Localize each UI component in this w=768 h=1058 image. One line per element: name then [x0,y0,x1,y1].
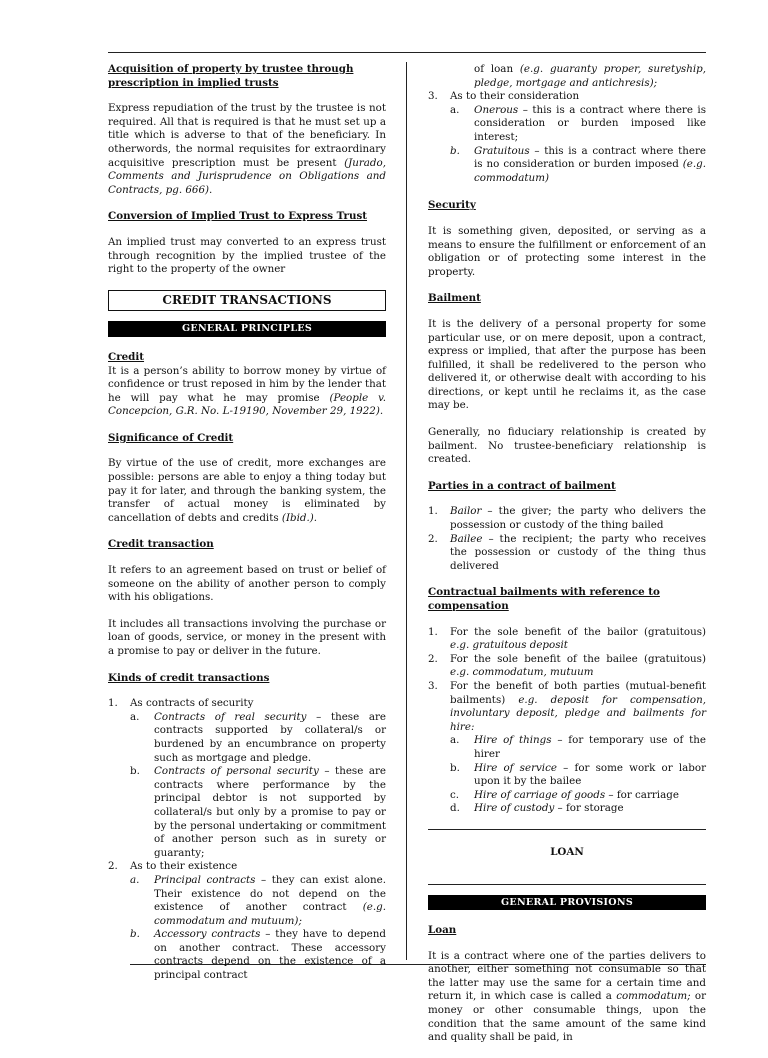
para-credit: It is a person’s ability to borrow money by virtue of confidence or trust reposed in him by the lender that he will pay what he may promise (People v. Concepcion, G.R. No. L-19190, November 29, 1922). [108,364,386,418]
bar-general-principles: GENERAL PRINCIPLES [108,321,386,337]
para-credit-transaction-1: It refers to an agreement based on trust or belief of someone on the ability of another person to comply with his obligations. [108,564,386,604]
list-item: of loan (e.g. guaranty proper, suretyship, pledge, mortgage and antichresis); [474,63,706,89]
section-title-loan: LOAN [550,845,584,858]
list-item: 3. For the benefit of both parties (mutual-benefit bailments) e.g. deposit for compensation, involuntary deposit, pledge and bailments for hire: a. Hire of things – for temporary use of the hirer b. Hire of service – for some work or labor upon it by the bailee c. Hire of carriage of goods – for carriage d. Hire of custody – for storage [428,679,706,815]
heading-security: Security [428,199,476,212]
list-item: b. Hire of service – for some work or labor upon it by the bailee [450,761,706,788]
list-parties [428,505,706,573]
para-security: It is something given, deposited, or serving as a means to ensure the fulfillment or enforcement of an obligation or of protecting some interest in the property. [428,224,706,278]
top-rule [108,52,706,53]
bar-general-provisions: GENERAL PROVISIONS [428,895,706,911]
list-item: 1. Bailor – the giver; the party who delivers the possession or custody of the thing bailed [428,505,706,532]
list-kinds [108,697,386,982]
list-item: 2. As to their existence a. Principal contracts – they can exist alone. Their existence do not depend on the existence of another contract (e.g. commodatum and mutuum); b. Accessory contracts – they have to depend on another contract. These accessory contracts depend on the existence of a principal contract [108,860,386,982]
heading-loan: Loan [428,924,457,937]
list-contractual-bailments [428,626,706,816]
list-item: 1. As contracts of security a. Contracts of real security – these are contracts supported by collateral/s or burdened by an encumbrance on property such as mortgage and pledge. b. Contracts of personal security – these are contracts where performance by the principal debtor is not supported by collateral/s but only by a promise to pay or by the personal undertaking or commitment of another person such as in surety or guaranty; [108,697,386,859]
right-column [428,63,706,1058]
list-item: a. Principal contracts – they can exist alone. Their existence do not depend on the existence of another contract (e.g. commodatum and mutuum); [130,873,386,927]
list-item: 2. Bailee – the recipient; the party who receives the possession or custody of the thing thus delivered [428,532,706,572]
list-item: d. Hire of custody – for storage [450,802,624,815]
list-kinds-continued [428,63,706,185]
heading-kinds: Kinds of credit transactions [108,671,270,684]
para-acquisition: Express repudiation of the trust by the trustee is not required. All that is required is that he must set up a title which is adverse to that of the beneficiary. In otherwords, the normal requisites for extraordinary acquisitive prescription must be present (Jurado, Comments and Jurisprudence on Obligations and Contracts, pg. 666). [108,102,386,196]
heading-credit: Credit [108,350,145,363]
loan-divider [428,829,706,830]
list-item: b. Contracts of personal security – these are contracts where performance by the principal debtor is not supported by collateral/s but only by a promise to pay or by the personal undertaking or commitment of another person such as in surety or guaranty; [130,765,386,859]
list-item: b. Gratuitous – this is a contract where there is no consideration or burden imposed (e.g. commodatum) [450,144,706,184]
heading-bailment: Bailment [428,292,481,305]
column-divider [406,62,407,960]
para-bailment-2: Generally, no fiduciary relationship is created by bailment. No trustee-beneficiary relationship is created. [428,426,706,466]
left-column [108,63,386,996]
list-item: 2. For the sole benefit of the bailee (gratuitous) e.g. commodatum, mutuum [428,652,706,679]
list-item: 1. For the sole benefit of the bailor (gratuitous) e.g. gratuitous deposit [428,625,706,652]
heading-contractual-bailments: Contractual bailments with reference to compensation [428,586,660,612]
heading-conversion: Conversion of Implied Trust to Express Trust [108,210,368,223]
loan-divider-2 [428,884,706,885]
list-item: c. Hire of carriage of goods – for carriage [450,788,679,801]
list-item: a. Contracts of real security – these are contracts supported by collateral/s or burdened by an encumbrance on property such as mortgage and pledge. [130,710,386,764]
list-item: a. Onerous – this is a contract where there is consideration or burden imposed like interest; [450,103,706,143]
heading-acquisition: Acquisition of property by trustee through prescription in implied trusts [108,63,354,89]
list-item: b. Accessory contracts – they have to depend on another contract. These accessory contracts depend on the existence of a principal contract [130,928,386,982]
list-item: 3. As to their consideration a. Onerous – this is a contract where there is consideration or burden imposed like interest; b. Gratuitous – this is a contract where there is no consideration or burden imposed (e.g. commodatum) [428,90,706,184]
para-conversion: An implied trust may converted to an express trust through recognition by the implied trustee of the right to the property of the owner [108,235,386,276]
heading-credit-transaction: Credit transaction [108,538,214,551]
heading-significance: Significance of Credit [108,431,234,444]
para-loan: It is a contract where one of the parties delivers to another, either something not consumable so that the latter may use the same for a certain time and return it, in which case is called a commodatum; or money or other consumable things, upon the condition that the same amount of the same kind and quality shall be paid, in [428,949,707,1044]
para-bailment-1: It is the delivery of a personal property for some particular use, or on mere deposit, upon a contract, express or implied, that after the purpose has been fulfilled, it shall be redelivered to the person who delivered it, or otherwise dealt with according to his directions, or kept until he reclaims it, as the case may be. [428,317,706,412]
heading-parties: Parties in a contract of bailment [428,479,616,492]
section-title-credit-transactions: CREDIT TRANSACTIONS [108,290,386,312]
para-significance: By virtue of the use of credit, more exchanges are possible: persons are able to enjoy a thing today but pay it for later, and through the banking system, the transfer of actual money is eliminated by cancellation of debts and credits (Ibid.). [108,457,386,524]
para-credit-transaction-2: It includes all transactions involving the purchase or loan of goods, service, or money in the present with a promise to pay or deliver in the future. [108,617,386,657]
list-item: a. Hire of things – for temporary use of the hirer [450,734,706,760]
